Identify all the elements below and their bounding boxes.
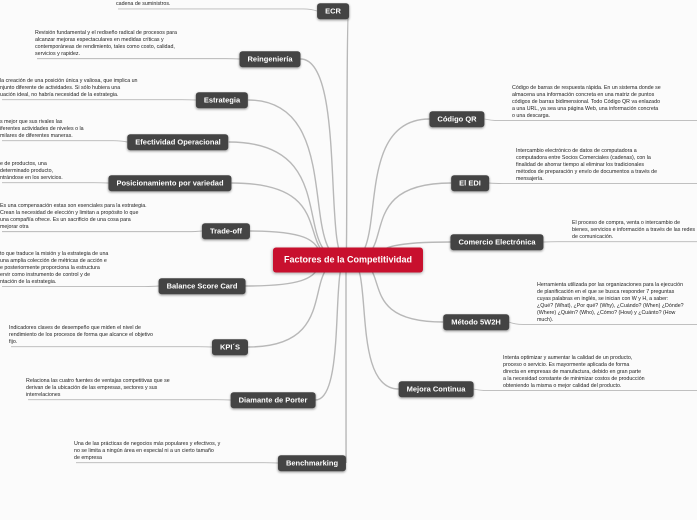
node-metodo-5w2h[interactable]: Método 5W2H — [443, 314, 509, 330]
desc-line: derivan de la ubicación de las empresas, sectores y sus — [26, 384, 158, 391]
connector-node-kpis — [248, 260, 346, 347]
desc-line: rendimiento de los procesos de forma que alcance el objetivo — [9, 331, 153, 338]
desc-line: o una descarga. — [512, 112, 550, 119]
desc-line: Crean la necesidad de elección y limitan a propósito lo que — [0, 209, 139, 216]
desc-line: almacena una información concreta en una matriz de puntos — [512, 91, 655, 98]
node-benchmarking[interactable]: Benchmarking — [278, 455, 346, 471]
desc-line: fijo. — [9, 338, 18, 345]
desc-line: njunto diferente de actividades. Si sólo hubiera una — [0, 84, 121, 91]
desc-line: la creación de una posición única y valiosa, que implica un — [0, 78, 138, 84]
desc-line: contemporáneas de rendimiento, tales como costo, calidad, — [35, 43, 175, 50]
node-ecr[interactable]: ECR — [317, 3, 349, 19]
underline-desc-efectividad — [2, 141, 127, 142]
underline-desc-el-edi — [489, 183, 697, 184]
desc-posicionamiento — [0, 161, 100, 182]
desc-trade-off — [0, 203, 192, 231]
connector-node-codigo-qr — [350, 119, 429, 260]
desc-line: una amplia colección de métricas de acción e — [0, 257, 107, 264]
connector-node-diamante-porter — [315, 260, 346, 400]
desc-line: El proceso de compra, venta o intercambio de — [572, 220, 681, 226]
desc-line: Una de las prácticas de negocios más populares y efectivos, y — [74, 441, 221, 447]
desc-line: ervir como instrumento de control y de — [0, 271, 91, 278]
desc-line: obteniendo la misma o mejor calidad del producto. — [503, 382, 622, 389]
connector-node-ecr — [346, 11, 349, 260]
node-codigo-qr[interactable]: Código QR — [429, 111, 484, 127]
desc-line: e de productos, una — [0, 161, 47, 167]
desc-line: Intenta optimizar y aumentar la calidad de un producto, — [503, 355, 633, 361]
desc-line: de comunicación. — [572, 233, 614, 240]
connector-node-efectividad-operacional — [229, 142, 346, 260]
node-el-edi[interactable]: El EDI — [451, 175, 489, 191]
connector-node-mejora-continua — [350, 260, 399, 389]
desc-line: Intercambio electrónico de datos de computadora a — [516, 148, 637, 154]
desc-balance — [0, 251, 150, 286]
node-posicionamiento-variedad[interactable]: Posicionamiento por variedad — [108, 175, 231, 191]
desc-comercio — [572, 220, 697, 241]
node-estrategia[interactable]: Estrategia — [196, 92, 248, 108]
desc-line: finalidad de ahorrar tiempo al eliminar los tradicionales — [516, 161, 645, 168]
desc-line: servicios y rapidez. — [35, 50, 81, 57]
underline-desc-balance — [2, 286, 159, 287]
desc-line: uación ideal, no habría necesidad de la estrategia. — [0, 91, 119, 98]
desc-line: de empresa — [74, 454, 102, 461]
desc-line: e posteriormente proporciona la estructura — [0, 264, 100, 271]
desc-line: cuyas palabras en inglés, se inician con W y H, a saber: — [537, 295, 669, 302]
desc-kpis — [9, 325, 209, 346]
connector-node-estrategia — [248, 100, 346, 260]
node-comercio-electronica[interactable]: Comercio Electrónica — [450, 234, 543, 250]
desc-line: to que traduce la misión y la estrategia de una — [0, 251, 109, 257]
desc-line: (Where) ¿Quién? (Who), ¿Cómo? (How) y ¿Cuánto? (How — [537, 309, 676, 316]
desc-codigo-qr — [512, 85, 697, 120]
desc-line: códigos de barras bidimensional. Todo Código QR va enlazado — [512, 98, 661, 105]
underline-desc-ecr — [118, 9, 317, 11]
desc-line: Indicadores claves de desempeño que miden el nivel de — [9, 325, 141, 331]
desc-line: interrelaciones — [26, 391, 61, 398]
node-diamante-porter[interactable]: Diamante de Porter — [231, 392, 316, 408]
desc-mejora — [503, 355, 697, 390]
desc-benchmarking — [74, 441, 274, 462]
node-balance-score-card[interactable]: Balance Score Card — [159, 278, 246, 294]
root-topic[interactable]: Factores de la Competitividad — [273, 248, 423, 273]
desc-reingenieria — [35, 30, 235, 58]
desc-line: much). — [537, 316, 554, 323]
underline-desc-trade-off — [2, 231, 202, 232]
desc-line: Revisión fundamental y el rediseño radical de procesos para — [35, 30, 177, 36]
desc-line: milares de diferentes maneras. — [0, 132, 73, 139]
desc-line: alcanzar mejoras espectaculares en medidas críticas y — [35, 36, 164, 43]
desc-line: Código de barras de respuesta rápida. En un sistema donde se — [512, 85, 661, 91]
desc-line: Es una compensación estas son esenciales para la estrategia. — [0, 203, 147, 209]
desc-line: determinado producto, — [0, 167, 54, 174]
desc-diamante — [26, 378, 226, 399]
desc-ecr — [116, 1, 316, 8]
desc-line: a una URL, ya sea una página Web, una información concreta — [512, 105, 659, 112]
desc-line: iferentes actividades de niveles o la — [0, 125, 84, 132]
desc-line: s mejor que sus rivales las — [0, 119, 63, 125]
desc-line: ntación de la estrategia. — [0, 278, 57, 285]
node-reingenieria[interactable]: Reingeniería — [239, 51, 300, 67]
desc-line: cadena de suministros. — [116, 1, 171, 7]
desc-efectividad — [0, 119, 120, 140]
desc-line: computadora entre Socios Comerciales (cadenas), con la — [516, 154, 651, 161]
desc-line: ntrándose en los servicios. — [0, 174, 63, 181]
desc-el-edi — [516, 148, 697, 183]
desc-line: no se limita a ningún área en especial ni a un cierto tamaño — [74, 447, 214, 454]
desc-line: mejorar otra — [0, 223, 29, 230]
desc-metodo — [537, 282, 697, 323]
desc-line: Herramienta utilizada por las organizaciones para la ejecución — [537, 282, 684, 288]
node-kpis[interactable]: KPI´S — [212, 339, 248, 355]
desc-line: directa en empresas de manufactura, debido en gran parte — [503, 368, 642, 375]
desc-line: de planificación en el que se busca responder 7 preguntas — [537, 288, 675, 295]
desc-line: mensajería. — [516, 175, 544, 182]
desc-line: métodos de preparación y envío de documentos a través de — [516, 168, 658, 175]
node-trade-off[interactable]: Trade-off — [202, 223, 250, 239]
desc-line: una compañía ofrece. Es un sacrificio de una cosa para — [0, 216, 131, 223]
desc-line: bienes, servicios e información a través de las redes — [572, 226, 696, 233]
desc-line: Relaciona las cuatro fuentes de ventajas competitivas que se — [26, 378, 170, 384]
desc-estrategia — [0, 78, 190, 99]
node-efectividad-operacional[interactable]: Efectividad Operacional — [127, 134, 228, 150]
node-mejora-continua[interactable]: Mejora Continua — [399, 381, 474, 397]
desc-line: a la necesidad constante de minimizar costos de producción — [503, 375, 645, 382]
desc-line: ¿Qué? (What), ¿Por qué? (Why), ¿Cuándo? (When) ¿Dónde? — [537, 302, 684, 309]
desc-line: proceso o servicio. Es mayormente aplicada de forma — [503, 361, 630, 368]
